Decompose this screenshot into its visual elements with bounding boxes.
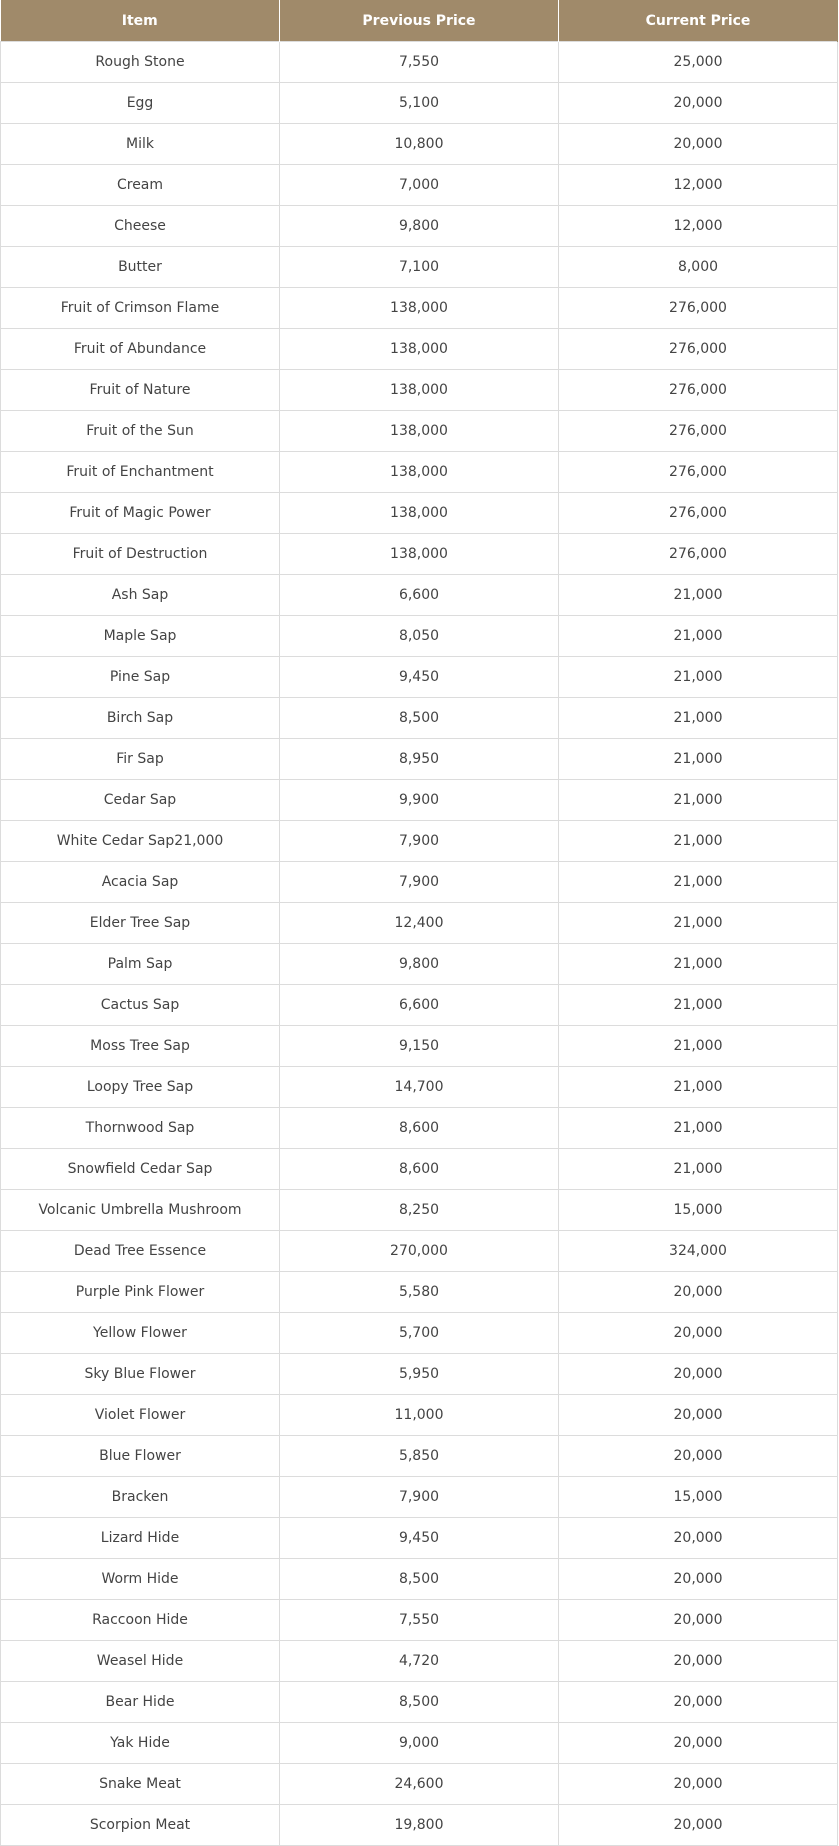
previous-price-cell: 9,800 (280, 944, 559, 985)
table-row (1, 124, 838, 165)
item-name-cell: Fruit of Crimson Flame (1, 288, 280, 329)
previous-price-cell: 7,900 (280, 1477, 559, 1518)
item-name-cell: Fruit of Abundance (1, 329, 280, 370)
item-name-cell: Purple Pink Flower (1, 1272, 280, 1313)
item-name-cell: Fruit of the Sun (1, 411, 280, 452)
current-price-cell: 21,000 (559, 657, 838, 698)
current-price-cell: 21,000 (559, 903, 838, 944)
current-price-cell: 21,000 (559, 616, 838, 657)
table-row (1, 1272, 838, 1313)
current-price-cell: 21,000 (559, 1149, 838, 1190)
table-row (1, 1600, 838, 1641)
current-price-cell: 21,000 (559, 1067, 838, 1108)
table-row (1, 329, 838, 370)
previous-price-cell: 24,600 (280, 1764, 559, 1805)
item-name-cell: Pine Sap (1, 657, 280, 698)
item-name-cell: Fir Sap (1, 739, 280, 780)
current-price-cell: 21,000 (559, 985, 838, 1026)
previous-price-cell: 11,000 (280, 1395, 559, 1436)
table-row (1, 1477, 838, 1518)
table-row (1, 452, 838, 493)
header-previous-price: Previous Price (280, 0, 559, 42)
current-price-cell: 21,000 (559, 821, 838, 862)
item-name-cell: Palm Sap (1, 944, 280, 985)
table-row (1, 944, 838, 985)
item-name-cell: Snake Meat (1, 1764, 280, 1805)
previous-price-cell: 138,000 (280, 411, 559, 452)
item-name-cell: Fruit of Destruction (1, 534, 280, 575)
item-name-cell: Birch Sap (1, 698, 280, 739)
current-price-cell: 21,000 (559, 739, 838, 780)
previous-price-cell: 5,700 (280, 1313, 559, 1354)
header-row (1, 0, 838, 42)
current-price-cell: 21,000 (559, 575, 838, 616)
previous-price-cell: 8,500 (280, 1682, 559, 1723)
item-name-cell: Bracken (1, 1477, 280, 1518)
previous-price-cell: 8,250 (280, 1190, 559, 1231)
current-price-cell: 20,000 (559, 1723, 838, 1764)
table-row (1, 985, 838, 1026)
item-name-cell: Yak Hide (1, 1723, 280, 1764)
table-row (1, 165, 838, 206)
current-price-cell: 21,000 (559, 862, 838, 903)
previous-price-cell: 138,000 (280, 452, 559, 493)
current-price-cell: 276,000 (559, 288, 838, 329)
table-row (1, 1805, 838, 1846)
table-row (1, 1108, 838, 1149)
header-current-price: Current Price (559, 0, 838, 42)
table-row (1, 288, 838, 329)
item-name-cell: Snowfield Cedar Sap (1, 1149, 280, 1190)
current-price-cell: 276,000 (559, 370, 838, 411)
item-name-cell: Milk (1, 124, 280, 165)
item-name-cell: Dead Tree Essence (1, 1231, 280, 1272)
item-name-cell: Ash Sap (1, 575, 280, 616)
item-name-cell: Bear Hide (1, 1682, 280, 1723)
previous-price-cell: 7,100 (280, 247, 559, 288)
previous-price-cell: 9,000 (280, 1723, 559, 1764)
item-name-cell: Cactus Sap (1, 985, 280, 1026)
item-name-cell: Cheese (1, 206, 280, 247)
current-price-cell: 20,000 (559, 1764, 838, 1805)
item-name-cell: Cedar Sap (1, 780, 280, 821)
previous-price-cell: 138,000 (280, 288, 559, 329)
item-name-cell: Butter (1, 247, 280, 288)
item-name-cell: Lizard Hide (1, 1518, 280, 1559)
table-row (1, 411, 838, 452)
item-name-cell: Raccoon Hide (1, 1600, 280, 1641)
current-price-cell: 20,000 (559, 1395, 838, 1436)
table-row (1, 370, 838, 411)
current-price-cell: 12,000 (559, 165, 838, 206)
table-row (1, 1682, 838, 1723)
previous-price-cell: 5,950 (280, 1354, 559, 1395)
previous-price-cell: 9,150 (280, 1026, 559, 1067)
table-header (1, 0, 838, 42)
table-row (1, 698, 838, 739)
item-name-cell: Scorpion Meat (1, 1805, 280, 1846)
item-name-cell: Fruit of Nature (1, 370, 280, 411)
current-price-cell: 20,000 (559, 1559, 838, 1600)
item-name-cell: Thornwood Sap (1, 1108, 280, 1149)
item-name-cell: Fruit of Enchantment (1, 452, 280, 493)
item-name-cell: Acacia Sap (1, 862, 280, 903)
previous-price-cell: 6,600 (280, 575, 559, 616)
current-price-cell: 21,000 (559, 780, 838, 821)
current-price-cell: 25,000 (559, 42, 838, 83)
table-row (1, 903, 838, 944)
previous-price-cell: 7,550 (280, 42, 559, 83)
item-name-cell: Maple Sap (1, 616, 280, 657)
current-price-cell: 15,000 (559, 1190, 838, 1231)
current-price-cell: 20,000 (559, 1354, 838, 1395)
previous-price-cell: 8,050 (280, 616, 559, 657)
table-body (1, 42, 838, 1846)
previous-price-cell: 19,800 (280, 1805, 559, 1846)
previous-price-cell: 8,500 (280, 1559, 559, 1600)
table-row (1, 780, 838, 821)
current-price-cell: 20,000 (559, 1436, 838, 1477)
item-name-cell: Violet Flower (1, 1395, 280, 1436)
table-row (1, 862, 838, 903)
item-name-cell: Rough Stone (1, 42, 280, 83)
table-row (1, 1231, 838, 1272)
previous-price-cell: 5,100 (280, 83, 559, 124)
current-price-cell: 276,000 (559, 493, 838, 534)
table-row (1, 657, 838, 698)
current-price-cell: 276,000 (559, 452, 838, 493)
item-name-cell: Fruit of Magic Power (1, 493, 280, 534)
previous-price-cell: 9,900 (280, 780, 559, 821)
table-row (1, 1190, 838, 1231)
item-name-cell: White Cedar Sap21,000 (1, 821, 280, 862)
table-row (1, 1518, 838, 1559)
item-name-cell: Volcanic Umbrella Mushroom (1, 1190, 280, 1231)
previous-price-cell: 8,600 (280, 1149, 559, 1190)
previous-price-cell: 7,900 (280, 862, 559, 903)
previous-price-cell: 7,900 (280, 821, 559, 862)
current-price-cell: 21,000 (559, 698, 838, 739)
previous-price-cell: 4,720 (280, 1641, 559, 1682)
current-price-cell: 20,000 (559, 83, 838, 124)
current-price-cell: 20,000 (559, 1641, 838, 1682)
previous-price-cell: 8,600 (280, 1108, 559, 1149)
current-price-cell: 20,000 (559, 1313, 838, 1354)
previous-price-cell: 7,550 (280, 1600, 559, 1641)
current-price-cell: 276,000 (559, 534, 838, 575)
table-row (1, 575, 838, 616)
table-row (1, 1067, 838, 1108)
current-price-cell: 21,000 (559, 944, 838, 985)
current-price-cell: 15,000 (559, 1477, 838, 1518)
current-price-cell: 20,000 (559, 1518, 838, 1559)
table-row (1, 1026, 838, 1067)
table-row (1, 1764, 838, 1805)
table-row (1, 83, 838, 124)
table-row (1, 1559, 838, 1600)
table-row (1, 493, 838, 534)
current-price-cell: 276,000 (559, 329, 838, 370)
previous-price-cell: 14,700 (280, 1067, 559, 1108)
current-price-cell: 20,000 (559, 1272, 838, 1313)
previous-price-cell: 5,580 (280, 1272, 559, 1313)
item-name-cell: Moss Tree Sap (1, 1026, 280, 1067)
item-name-cell: Worm Hide (1, 1559, 280, 1600)
previous-price-cell: 8,500 (280, 698, 559, 739)
previous-price-cell: 9,800 (280, 206, 559, 247)
current-price-cell: 20,000 (559, 1682, 838, 1723)
item-name-cell: Yellow Flower (1, 1313, 280, 1354)
table-row (1, 1723, 838, 1764)
item-name-cell: Egg (1, 83, 280, 124)
table-row (1, 616, 838, 657)
item-name-cell: Sky Blue Flower (1, 1354, 280, 1395)
previous-price-cell: 9,450 (280, 657, 559, 698)
previous-price-cell: 138,000 (280, 534, 559, 575)
current-price-cell: 12,000 (559, 206, 838, 247)
item-name-cell: Loopy Tree Sap (1, 1067, 280, 1108)
current-price-cell: 21,000 (559, 1026, 838, 1067)
header-item: Item (1, 0, 280, 42)
previous-price-cell: 138,000 (280, 370, 559, 411)
current-price-cell: 324,000 (559, 1231, 838, 1272)
table-row (1, 1313, 838, 1354)
previous-price-cell: 270,000 (280, 1231, 559, 1272)
current-price-cell: 8,000 (559, 247, 838, 288)
table-row (1, 206, 838, 247)
current-price-cell: 20,000 (559, 1805, 838, 1846)
previous-price-cell: 138,000 (280, 329, 559, 370)
item-name-cell: Blue Flower (1, 1436, 280, 1477)
table-row (1, 1354, 838, 1395)
current-price-cell: 276,000 (559, 411, 838, 452)
table-row (1, 1395, 838, 1436)
table-row (1, 821, 838, 862)
item-name-cell: Weasel Hide (1, 1641, 280, 1682)
table-row (1, 247, 838, 288)
current-price-cell: 20,000 (559, 124, 838, 165)
previous-price-cell: 9,450 (280, 1518, 559, 1559)
previous-price-cell: 12,400 (280, 903, 559, 944)
previous-price-cell: 138,000 (280, 493, 559, 534)
previous-price-cell: 7,000 (280, 165, 559, 206)
current-price-cell: 20,000 (559, 1600, 838, 1641)
table-row (1, 534, 838, 575)
previous-price-cell: 6,600 (280, 985, 559, 1026)
previous-price-cell: 8,950 (280, 739, 559, 780)
item-name-cell: Elder Tree Sap (1, 903, 280, 944)
table-row (1, 739, 838, 780)
current-price-cell: 21,000 (559, 1108, 838, 1149)
table-row (1, 42, 838, 83)
table-row (1, 1436, 838, 1477)
table-row (1, 1149, 838, 1190)
previous-price-cell: 10,800 (280, 124, 559, 165)
item-name-cell: Cream (1, 165, 280, 206)
previous-price-cell: 5,850 (280, 1436, 559, 1477)
table-row (1, 1641, 838, 1682)
